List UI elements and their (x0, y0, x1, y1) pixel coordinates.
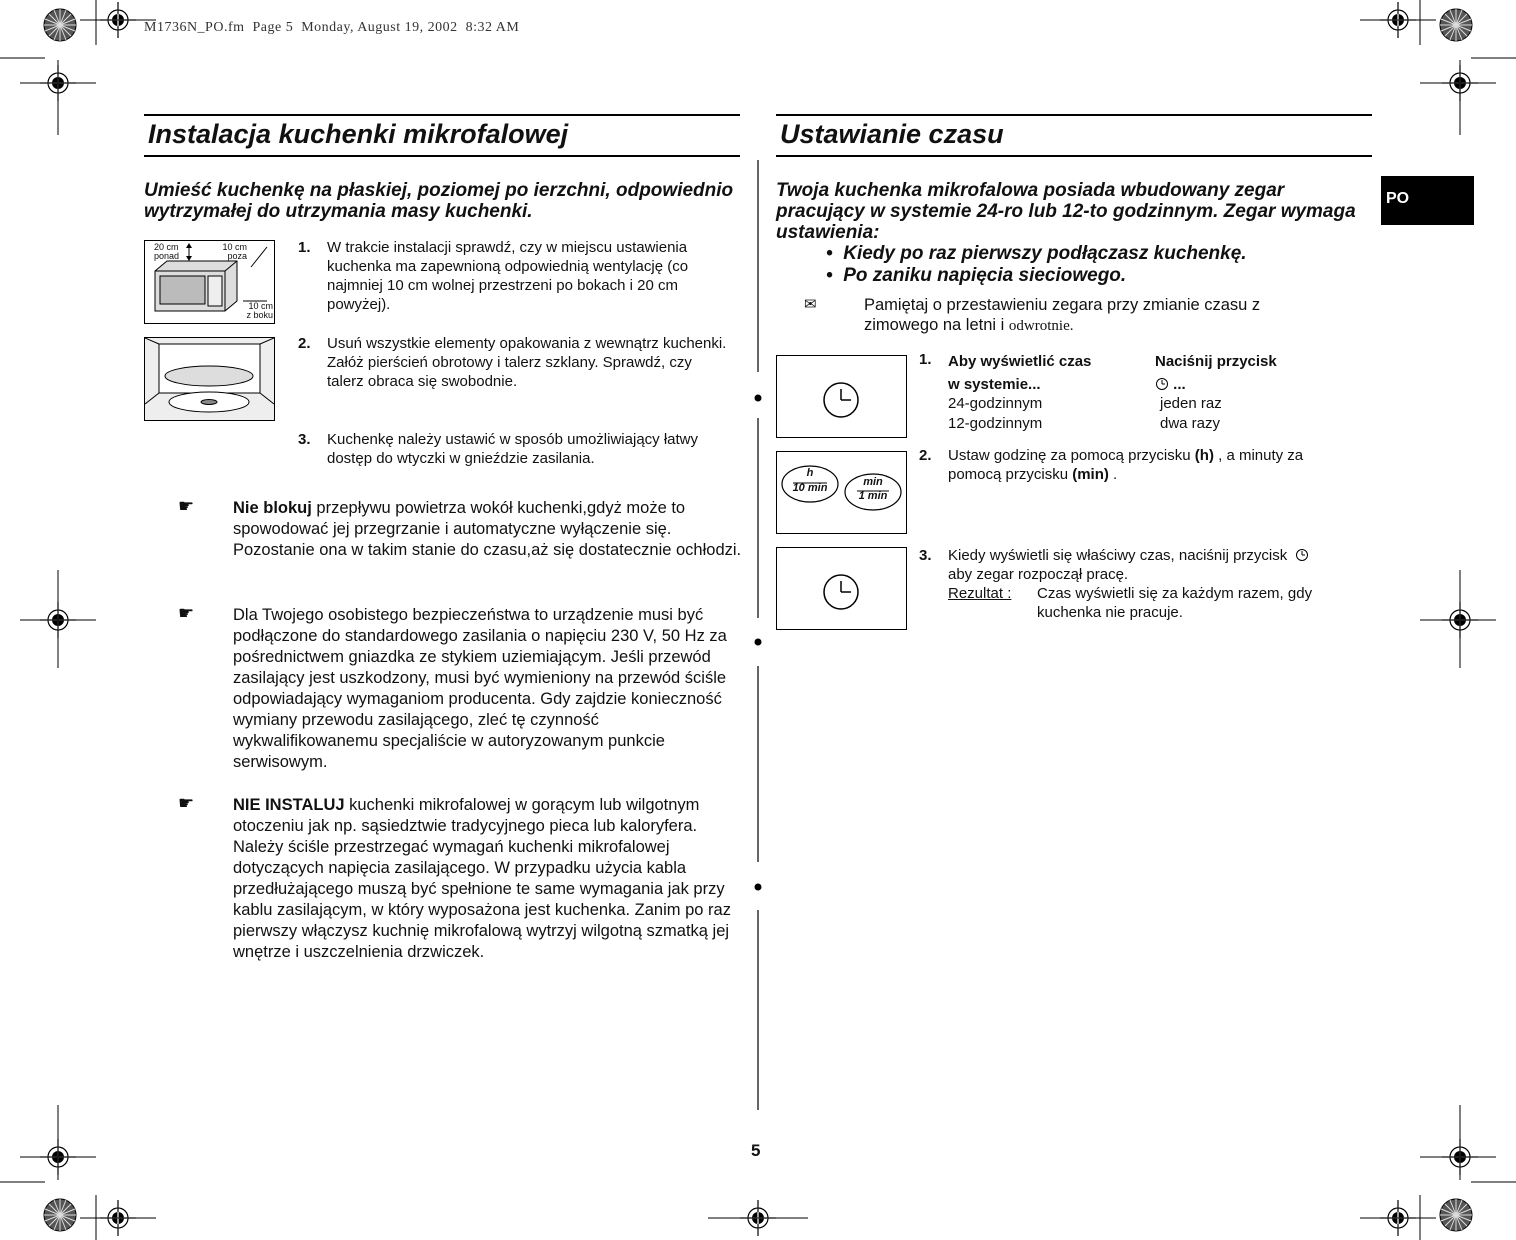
minute-button-label: min (863, 476, 883, 488)
pointing-hand-icon: ☛ (178, 496, 195, 516)
step-number: 3. (919, 547, 932, 564)
clearance-label-top (154, 243, 179, 261)
row-system: 12-godzinnym (948, 415, 1043, 432)
table-row-12h (948, 414, 1368, 433)
col-head-press (1155, 350, 1277, 396)
left-title-rule-bottom (144, 155, 740, 157)
result-row (948, 584, 1369, 621)
row-press: dwa razy (1160, 415, 1221, 432)
clock-step-3 (919, 546, 1369, 621)
clock-icon (777, 548, 906, 629)
right-title-rule-bottom (776, 155, 1372, 157)
note-text (233, 605, 744, 773)
clearance-top-value: 20 cm (154, 242, 179, 252)
clock-button-figure-2 (776, 547, 907, 630)
install-step-2 (298, 334, 742, 391)
clock-step-2 (919, 446, 1359, 484)
page-number: 5 (751, 1141, 761, 1160)
step2-minute-key: (min) (1072, 466, 1109, 483)
note-location (178, 795, 744, 963)
left-section-title: Instalacja kuchenki mikrofalowej (148, 119, 569, 149)
result-label: Rezultat : (948, 585, 1012, 602)
clearance-top-word: ponad (154, 251, 180, 261)
turntable-figure (144, 337, 275, 421)
language-tab (1381, 176, 1474, 225)
result-text: Czas wyświetli się za każdym razem, gdy kuchenka nie pracuje. (1037, 585, 1313, 621)
right-section-title: Ustawianie czasu (780, 119, 1004, 149)
step-text: Usuń wszystkie elementy opakowania z wewnątrz kuchenki. Załóż pierścień obrotowy i talerz szklany. Sprawdź, czy talerz obraca się swobodnie. (327, 335, 727, 390)
step2-part-b: , a minuty za pomocą przycisku (948, 447, 1304, 483)
row-system: 24-godzinnym (948, 395, 1043, 412)
clearance-label-side (240, 302, 273, 320)
memo-icon: ✉ (804, 296, 817, 313)
step-number: 1. (298, 239, 311, 256)
microwave-clearance-figure (144, 240, 275, 324)
note-bold: NIE INSTALUJ (233, 796, 345, 814)
row-press: jeden raz (1160, 395, 1222, 412)
bullet-dot: • (826, 265, 833, 286)
note-text (233, 795, 744, 963)
clearance-back-word: poza (227, 251, 247, 261)
memo-body: Pamiętaj o przestawieniu zegara przy zmianie czasu z zimowego na letni i (864, 296, 1261, 334)
hour-button-label: h (806, 467, 814, 479)
col-head-press-ellipsis: ... (1173, 376, 1186, 393)
clearance-side-word: z boku (246, 310, 273, 320)
right-bullet-2 (826, 265, 1126, 286)
pointing-hand-icon: ☛ (178, 603, 195, 623)
left-intro: Umieść kuchenkę na płaskiej, poziomej po ierzchni, odpowiednio wytrzymałej do utrzymania masy kuchenki. (144, 180, 734, 222)
bullet-text: Kiedy po raz pierwszy podłączasz kuchenkę. (843, 243, 1247, 264)
right-bullet-1 (826, 243, 1247, 264)
clearance-back-value: 10 cm (222, 242, 247, 252)
step-number: 1. (919, 351, 932, 368)
hour-minute-buttons-figure (776, 451, 907, 534)
right-intro: Twoja kuchenka mikrofalowa posiada wbudowany zegar pracujący w systemie 24-ro lub 12-to godzinnym. Zegar wymaga ustawienia: (776, 180, 1356, 243)
note-body: przepływu powietrza wokół kuchenki,gdyż może to spowodować jej przegrzanie i automatyczne wyłączenie się. Pozostanie ona w takim stanie do czasu,aż się dostatecznie ochłodzi. (233, 499, 742, 559)
step-text: Kuchenkę należy ustawić w sposób umożliwiający łatwy dostęp do wtyczki w gnieździe zasilania. (327, 431, 699, 467)
step-number: 2. (919, 447, 932, 464)
note-bold: Nie blokuj (233, 499, 312, 517)
clock-icon (777, 356, 906, 437)
col-head-press-line2 (1155, 373, 1277, 396)
minute-button[interactable] (845, 475, 901, 503)
memo-note (804, 295, 1324, 336)
note-grounding (178, 605, 744, 773)
language-tab-label: PO (1386, 190, 1410, 207)
step2-hour-key: (h) (1194, 447, 1214, 464)
bullet-dot: • (826, 243, 833, 264)
clock-button-figure-1 (776, 355, 907, 438)
bullet-text: Po zaniku napięcia sieciowego. (843, 265, 1127, 286)
memo-text (864, 295, 1324, 336)
clock-icon (1155, 377, 1169, 391)
clearance-label-back (217, 243, 247, 261)
print-header-line: M1736N_PO.fm Page 5 Monday, August 19, 2002 8:32 AM (144, 20, 520, 35)
step2-part-a: Ustaw godzinę za pomocą przycisku (948, 447, 1195, 464)
note-text (233, 498, 744, 561)
step3-text: Kiedy wyświetli się właściwy czas, naciśnij przycisk (948, 547, 1288, 564)
note-body: kuchenki mikrofalowej w gorącym lub wilgotnym otoczeniu jak np. sąsiedztwie tradycyjnego pieca lub kaloryfera. Należy ściśle przestrzegać wymagań kuchenki mikrofalowej dotyczących napięcia zasilającego. W przypadku użycia kabla przedłużającego muszą być spełnione te same wymagania jak przy kablu zasilającym, w który wyposażona jest kuchenka. Zanim po raz pierwszy włączysz kuchnię mikrofalową wytrzyj wilgotną szmatką jej wnętrze i uszczelnienia drzwiczek. (233, 796, 731, 961)
col-head-press-line1: Naciśnij przycisk (1155, 353, 1277, 370)
step-text: W trakcie instalacji sprawdź, czy w miejscu ustawienia kuchenka ma zapewnioną odpowiednią wentylację (co najmniej 10 cm wolnej przestrzeni po bokach i 20 cm powyżej). (327, 239, 689, 313)
pointing-hand-icon: ☛ (178, 793, 195, 813)
col-head-system (948, 350, 1091, 396)
memo-body-serif: odwrotnie. (1008, 318, 1074, 334)
step-number: 3. (298, 431, 311, 448)
minute-button-sublabel: 1 min (858, 490, 888, 502)
col-head-system-line1: Aby wyświetlić czas (948, 353, 1092, 370)
step-number: 2. (298, 335, 311, 352)
col-head-system-line2: w systemie... (948, 376, 1041, 393)
hour-button-sublabel: 10 min (792, 482, 828, 494)
step2-part-c: . (1108, 466, 1118, 483)
step-text (948, 446, 1359, 484)
turntable-illustration (145, 338, 274, 420)
note-body: Dla Twojego osobistego bezpieczeństwa to urządzenie musi być podłączone do standardowego zasilania o napięciu 230 V, 50 Hz za pośrednictwem gniazdka ze stykiem uziemiającym. Jeśli przewód zasilający jest uszkodzony, musi być wymieniony na przewód ściśle odpowiadający wymaganiom producenta. Gdy zajdzie konieczność wymiany przewodu zasilającego, zleć tę czynność wykwalifikowanemu specjaliście w autoryzowanym punkcie serwisowym. (233, 606, 727, 771)
step3-text-2: aby zegar rozpoczął pracę. (948, 566, 1129, 583)
clearance-side-value: 10 cm (248, 301, 273, 311)
step-text (948, 546, 1369, 621)
clock-icon (1295, 548, 1309, 562)
note-airflow (178, 498, 744, 561)
install-step-1 (298, 238, 742, 314)
install-step-3 (298, 430, 742, 468)
table-row-24h (948, 394, 1368, 413)
hour-button[interactable] (782, 466, 838, 496)
